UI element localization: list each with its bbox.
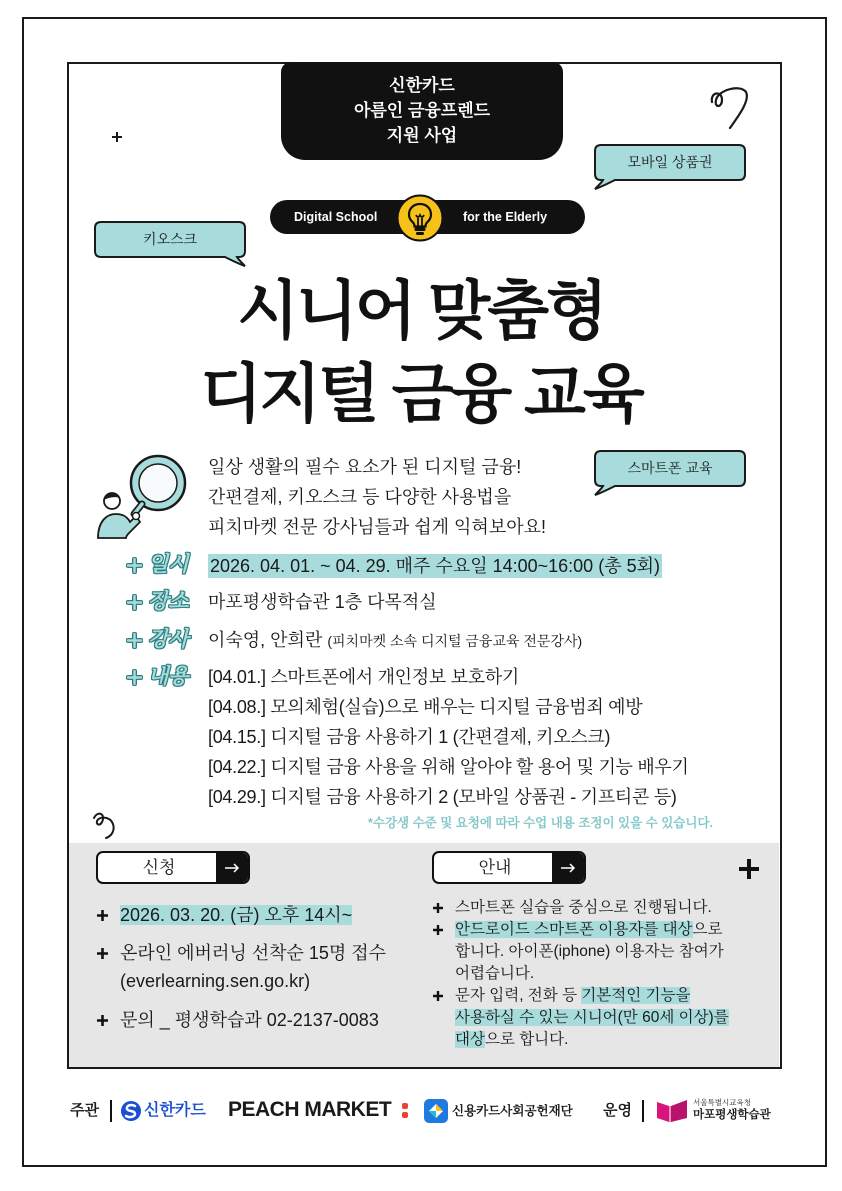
- guide-highlight: 기본적인 기능을: [581, 987, 691, 1004]
- operator-name-text: 마포평생학습관: [693, 1109, 771, 1121]
- guide-text: 스마트폰 실습을 중심으로 진행됩니다.: [455, 899, 712, 916]
- apply-section-tab: [96, 851, 250, 884]
- badge-kiosk: [93, 220, 247, 268]
- sponsor-line-1: 신한카드: [389, 76, 455, 95]
- arrow-right-icon: [552, 853, 584, 882]
- plus-icon: [96, 1014, 109, 1027]
- guide-line: [455, 963, 729, 985]
- sponsor-tab: [281, 62, 563, 160]
- footer-divider: [110, 1100, 112, 1122]
- adjustment-note: *수강생 수준 및 요청에 따라 수업 내용 조정이 있을 수 있습니다.: [368, 816, 713, 830]
- intro-line: 일상 생활의 필수 요소가 된 디지털 금융!: [208, 457, 522, 477]
- guide-list: [455, 897, 729, 1051]
- place-value: 마포평생학습관 1층 다목적실: [208, 592, 437, 612]
- operator-label: 운영: [603, 1102, 632, 1119]
- instructor-affiliation: (피치마켓 소속 디지털 금융교육 전문강사): [327, 633, 583, 649]
- apply-tab-label: 신청: [142, 858, 176, 877]
- guide-line: [455, 1029, 729, 1051]
- label-text: 장소: [148, 590, 189, 613]
- badge-smartphone-class: [593, 449, 747, 497]
- instructor-label: [126, 625, 189, 655]
- arrow-right-icon: [216, 853, 248, 882]
- apply-method: [120, 939, 386, 995]
- instructor-value: [208, 625, 582, 656]
- label-text: 강사: [148, 628, 189, 651]
- foundation-logo-text: 신용카드사회공헌재단: [452, 1104, 573, 1118]
- plus-icon: [737, 857, 761, 881]
- mapo-logo-icon: [655, 1098, 689, 1124]
- apply-method-line: 온라인 에버러닝 선착순 15명 접수: [120, 943, 387, 963]
- label-text: 내용: [148, 665, 189, 688]
- peach-market-logo-text: PEACH MARKET: [228, 1098, 392, 1121]
- guide-highlight: 사용하실 수 있는 시니어(만 60세 이상)를: [455, 1009, 729, 1026]
- schedule-value: [208, 550, 662, 580]
- content-label: [126, 662, 189, 692]
- foundation-logo-icon: [424, 1099, 448, 1123]
- guide-section-tab: [432, 851, 586, 884]
- plus-icon: [126, 669, 143, 686]
- instructor-names: 이숙영, 안희란: [208, 630, 323, 650]
- guide-text: 문자 입력, 전화 등: [455, 987, 582, 1004]
- plus-icon: [432, 924, 444, 936]
- session-list: [208, 662, 689, 812]
- shinhan-card-logo-text: 신한카드: [144, 1102, 206, 1119]
- session-item: [04.08.] 모의체험(실습)으로 배우는 디지털 금융범죄 예방: [208, 697, 643, 717]
- place-label: [126, 587, 189, 617]
- plus-icon: [96, 947, 109, 960]
- operator-parent-text: 서울특별시교육청: [693, 1098, 751, 1107]
- plus-icon: [126, 632, 143, 649]
- pill-left-text: Digital School: [294, 210, 378, 224]
- guide-line: [455, 919, 729, 941]
- apply-contact: 문의 _ 평생학습과 02-2137-0083: [120, 1010, 379, 1030]
- guide-line: [455, 985, 729, 1007]
- guide-text: 어렵습니다.: [455, 965, 535, 982]
- badge-mobile-voucher: [593, 143, 747, 191]
- guide-line: [455, 897, 729, 919]
- plus-icon: [432, 990, 444, 1002]
- organizer-label: 주관: [70, 1102, 99, 1119]
- shinhan-logo-icon: [120, 1100, 142, 1122]
- plus-icon: [111, 131, 123, 143]
- lightbulb-icon: [396, 194, 444, 242]
- guide-highlight: 안드로이드 스마트폰 이용자를 대상: [455, 921, 693, 938]
- apply-date-text: 2026. 03. 20. (금) 오후 14시~: [120, 905, 353, 925]
- guide-line: [455, 941, 729, 963]
- plus-icon: [432, 902, 444, 914]
- intro-line: 피치마켓 전문 강사님들과 쉽게 익혀보아요!: [208, 517, 546, 537]
- badge-label: 키오스크: [142, 231, 198, 247]
- schedule-label: [126, 550, 189, 580]
- guide-text: 으로: [692, 921, 723, 938]
- peach-market-mark-icon: [400, 1101, 410, 1121]
- session-item: [04.22.] 디지털 금융 사용을 위해 알아야 할 용어 및 기능 배우기: [208, 757, 689, 777]
- guide-text: 으로 합니다.: [484, 1031, 569, 1048]
- guide-line: [455, 1007, 729, 1029]
- plus-icon: [126, 594, 143, 611]
- squiggle-icon: [88, 808, 122, 842]
- pill-right-text: for the Elderly: [463, 210, 548, 224]
- plus-icon: [96, 909, 109, 922]
- schedule-text: 2026. 04. 01. ~ 04. 29. 매주 수요일 14:00~16:00 (총 5회): [210, 556, 660, 577]
- sponsor-line-3: 지원 사업: [386, 126, 458, 145]
- guide-highlight: 대상: [455, 1031, 485, 1048]
- session-item: [04.15.] 디지털 금융 사용하기 1 (간편결제, 키오스크): [208, 727, 611, 747]
- title-line-2: 디지털 금융 교육: [200, 358, 642, 430]
- sponsor-line-2: 아름인 금융프렌드: [353, 101, 491, 120]
- intro-text: [208, 452, 546, 542]
- apply-url: (everlearning.sen.go.kr): [120, 971, 311, 991]
- guide-text: 합니다. 아이폰(iphone) 이용자는 참여가: [455, 943, 724, 960]
- footer-divider: [642, 1100, 644, 1122]
- session-item: [04.01.] 스마트폰에서 개인정보 보호하기: [208, 667, 519, 687]
- intro-line: 간편결제, 키오스크 등 다양한 사용법을: [208, 487, 512, 507]
- title-line-1: 시니어 맞춤형: [237, 275, 605, 347]
- label-text: 일시: [148, 553, 189, 576]
- magnifier-person-illustration: [92, 452, 192, 542]
- apply-date: [120, 901, 352, 929]
- guide-tab-label: 안내: [478, 858, 512, 877]
- plus-icon: [126, 557, 143, 574]
- session-item: [04.29.] 디지털 금융 사용하기 2 (모바일 상품권 - 기프티콘 등): [208, 787, 677, 807]
- squiggle-icon: [706, 82, 754, 132]
- main-title: [0, 270, 842, 436]
- badge-label: 스마트폰 교육: [627, 460, 713, 476]
- badge-label: 모바일 상품권: [627, 154, 713, 170]
